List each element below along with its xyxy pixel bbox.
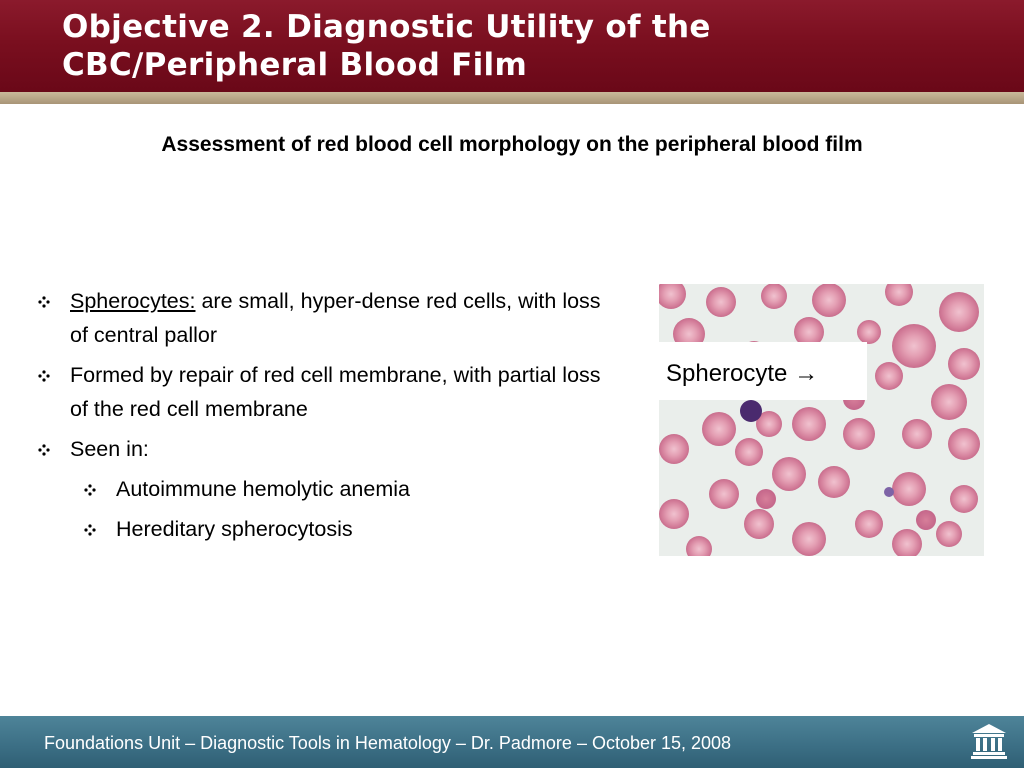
bullet-text: Formed by repair of red cell membrane, with partial loss of the red cell membrane xyxy=(70,363,601,421)
bullet-item-spherocytes xyxy=(34,284,624,352)
slide-title-line-2: CBC/Peripheral Blood Film xyxy=(62,47,528,83)
slide-subtitle: Assessment of red blood cell morphology on the peripheral blood film xyxy=(161,133,863,156)
bullet-list xyxy=(34,284,624,552)
sub-bullet-aiha xyxy=(80,472,624,506)
bullet-text: Seen in: xyxy=(70,437,149,461)
bullet-term: Spherocytes: xyxy=(70,289,196,313)
blood-film-micrograph xyxy=(659,284,984,556)
slide-title-line-1: Objective 2. Diagnostic Utility of the xyxy=(62,9,711,45)
university-building-icon xyxy=(968,720,1010,762)
diamond-bullet-icon xyxy=(84,524,96,536)
diamond-bullet-icon xyxy=(38,444,50,456)
footer-text: Foundations Unit – Diagnostic Tools in Hematology – Dr. Padmore – October 15, 2008 xyxy=(44,733,732,753)
bullet-text: are small, hyper-dense red cells, with loss of central pallor xyxy=(70,289,601,347)
blood-film-image xyxy=(659,284,984,556)
sub-bullet-text: Hereditary spherocytosis xyxy=(116,517,353,541)
sub-bullet-text: Autoimmune hemolytic anemia xyxy=(116,477,410,501)
diamond-bullet-icon xyxy=(38,296,50,308)
sub-bullet-hs xyxy=(80,512,624,546)
title-accent-band xyxy=(0,92,1024,104)
diamond-bullet-icon xyxy=(84,484,96,496)
bullet-item-seen-in xyxy=(34,432,624,466)
bullet-item-formation xyxy=(34,358,624,426)
slide-title xyxy=(62,8,962,84)
diamond-bullet-icon xyxy=(38,370,50,382)
spherocyte-label: Spherocyte → xyxy=(666,360,819,387)
